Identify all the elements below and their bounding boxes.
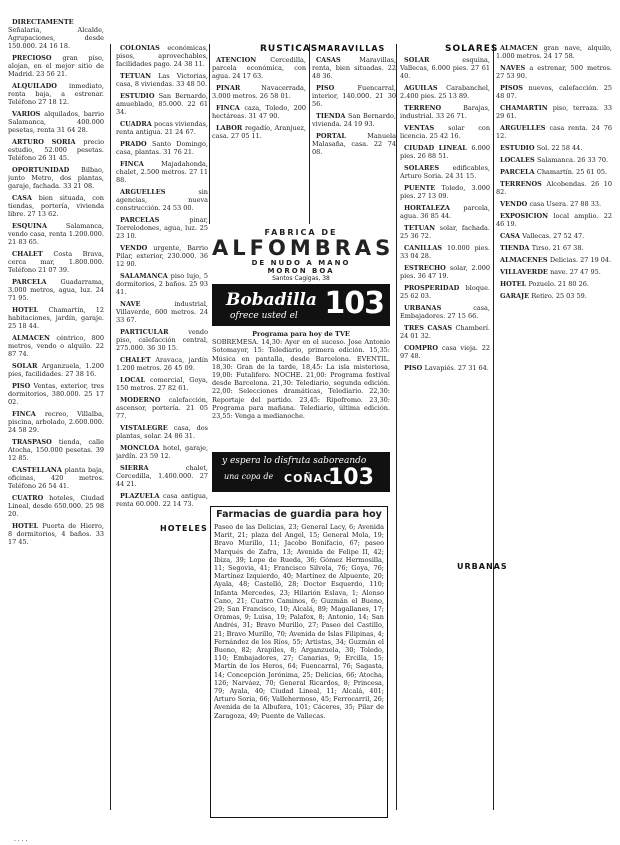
tve-program <box>212 330 390 448</box>
classified-text: casa, Embajadores. 27 15 66. <box>400 304 490 320</box>
bobadilla-brand: Bobadilla <box>226 290 317 310</box>
classified-ad <box>8 466 104 490</box>
classified-keyword: TRES CASAS <box>404 324 456 332</box>
column-rule <box>110 44 111 810</box>
classified-ad <box>8 250 104 274</box>
classified-keyword: FINCA <box>216 104 245 112</box>
classified-keyword: CHALET <box>120 356 156 364</box>
classified-ad <box>116 328 208 352</box>
classified-ad <box>116 188 208 212</box>
classified-ad <box>400 344 490 360</box>
classified-text: Arganzuela, 1.200 pies, facilidades. 27 38 16. <box>8 362 104 378</box>
classified-keyword: LOCALES <box>500 156 537 164</box>
classified-text: industrial, Villaverde, 600 metros. 24 33 67. <box>116 300 208 324</box>
classified-ad <box>400 264 490 280</box>
classifieds-column-3 <box>212 56 306 226</box>
classified-keyword: TIENDA <box>500 244 532 252</box>
classified-ad <box>116 216 208 240</box>
classified-text: Pozuelo. 21 80 26. <box>528 280 589 288</box>
classified-text: parcela, agua. 36 85 44. <box>400 204 490 220</box>
classified-text: solar, fachada. 25 36 72. <box>400 224 490 240</box>
classified-text: precio estudio, 52.000 pesetas. Teléfono 26 31 45. <box>8 138 104 162</box>
classified-ad <box>8 82 104 106</box>
tve-intro: Programa para hoy de TVE <box>252 330 350 338</box>
classified-keyword: TERRENOS <box>500 180 547 188</box>
classified-text: a estrenar, 500 metros. 27 53 90. <box>496 64 612 80</box>
classified-ad <box>116 44 208 68</box>
classified-keyword: GARAJE <box>500 292 532 300</box>
section-urbanas: URBANAS <box>457 562 508 571</box>
classified-keyword: ALMACENES <box>500 256 550 264</box>
classified-keyword: CASAS <box>316 56 360 64</box>
section-solares: SOLARES <box>445 44 499 54</box>
classifieds-column-4 <box>312 56 396 226</box>
classified-ad <box>400 324 490 340</box>
classified-ad <box>400 84 490 100</box>
classified-keyword: HOTEL <box>500 280 529 288</box>
classified-ad <box>400 364 490 372</box>
classified-ad <box>116 444 208 460</box>
column-rule <box>493 44 494 810</box>
classified-text: regadío, Aranjuez, casa. 27 05 11. <box>212 124 306 140</box>
classified-text: casa, dos plantas, solar. 24 86 31. <box>116 424 208 440</box>
classified-keyword: COMPRO <box>404 344 442 352</box>
classified-text: Costa Brava, cerca mar, 1.800.000. Teléfono 21 07 39. <box>8 250 104 274</box>
classified-ad <box>496 244 612 252</box>
classified-ad <box>212 124 306 140</box>
classified-text: alquilados, barrio Salamanca, 400.000 pesetas, renta 31 64 28. <box>8 110 104 134</box>
classified-text: Las Victorias, casa, 8 viviendas. 33 48 50. <box>116 72 208 88</box>
cognac-number: 103 <box>328 465 374 490</box>
classified-keyword: SOLAR <box>12 362 42 370</box>
classified-ad <box>496 156 612 164</box>
classified-ad <box>312 84 396 108</box>
classified-text: Cercedilla, parcela económica, con agua. 24 17 63. <box>212 56 306 80</box>
classifieds-column-5 <box>400 56 490 808</box>
classified-text: Señalaria, Alcalde, Agrupaciones, desde 150.000. 24 16 18. <box>8 26 104 50</box>
classified-text: inmediato, renta baja, a estrenar. Teléfono 27 18 12. <box>8 82 104 106</box>
classified-text: casa antigua, renta 60.000. 22 14 73. <box>116 492 208 508</box>
classified-ad <box>496 200 612 208</box>
classified-ad <box>496 168 612 176</box>
classified-ad <box>496 280 612 288</box>
classified-text: Chamartín. 25 61 05. <box>536 168 608 176</box>
classified-text: San Bernardo, vivienda. 24 19 93. <box>312 112 396 128</box>
classified-keyword: NAVES <box>500 64 530 72</box>
classified-keyword: TETUAN <box>404 224 440 232</box>
classified-ad <box>8 18 104 50</box>
classified-keyword: ATENCION <box>216 56 271 64</box>
classified-text: Retiro. 25 03 59. <box>531 292 587 300</box>
classified-ad <box>116 356 208 372</box>
bobadilla-tagline: ofrece usted el <box>230 311 298 321</box>
classified-keyword: PISOS <box>500 84 529 92</box>
classified-keyword: LABOR <box>216 124 245 132</box>
classified-text: tienda, calle Atocha, 150.000 pesetas. 39 12 85. <box>8 438 104 462</box>
column-rule <box>309 44 310 224</box>
classified-text: edificables, Arturo Soria. 24 31 15. <box>400 164 490 180</box>
classified-keyword: FINCA <box>120 160 162 168</box>
classified-text: hotel, garaje, jardín. 23 59 12. <box>116 444 208 460</box>
classified-ad <box>400 144 490 160</box>
classified-text: 10.000 pies. 33 04 28. <box>400 244 490 260</box>
section-rusticas: RUSTICAS <box>260 44 319 54</box>
classified-text: casa vieja. 22 97 48. <box>400 344 490 360</box>
classified-text: pocas viviendas, renta antigua. 21 24 67. <box>116 120 208 136</box>
classified-text: Ventas, exterior, tres dormitorios, 380.000. 25 17 02. <box>8 382 104 406</box>
classified-keyword: TIENDA <box>316 112 349 120</box>
classified-ad <box>496 44 612 60</box>
classified-keyword: SOLARES <box>404 164 453 172</box>
classified-keyword: ALQUILADO <box>12 82 70 90</box>
classifieds-column-2 <box>116 44 208 810</box>
classified-keyword: ALMACEN <box>12 334 57 342</box>
classified-text: vendo piso, calefacción central, 275.000. 36 30 15. <box>116 328 208 352</box>
alfombras-line5: Santos Cagigas, 38 <box>272 275 330 282</box>
classified-text: Bilbao, junto Metro, dos plantas, garaje, fachada. 33 21 08. <box>8 166 104 190</box>
classified-text: Maravillas, renta, bien situadas. 22 48 36. <box>312 56 396 80</box>
classified-ad <box>8 110 104 134</box>
classified-keyword: URBANAS <box>404 304 474 312</box>
classified-text: comercial, Goya, 150 metros. 27 82 61. <box>116 376 208 392</box>
classified-ad <box>8 166 104 190</box>
classified-keyword: ARGUELLES <box>500 124 550 132</box>
alfombras-line1: FABRICA DE <box>264 228 338 237</box>
classified-ad <box>400 224 490 240</box>
classified-keyword: PLAZUELA <box>120 492 163 500</box>
classified-keyword: VENDO <box>120 244 154 252</box>
classified-text: casa renta. 24 76 12. <box>496 124 612 140</box>
classified-text: Navacerrada, 3.000 metros. 26 58 01. <box>212 84 306 100</box>
cognac-ad <box>212 452 390 492</box>
classified-keyword: PINAR <box>216 84 262 92</box>
classified-text: sin agencias, nueva construcción. 24 53 00. <box>116 188 208 212</box>
cognac-brand: COÑAC <box>284 472 333 485</box>
classified-ad <box>116 396 208 420</box>
classified-keyword: SOLAR <box>404 56 463 64</box>
classified-ad <box>8 306 104 330</box>
classified-keyword: EXPOSICION <box>500 212 554 220</box>
classified-ad <box>116 464 208 488</box>
farmacias-box <box>210 506 388 818</box>
classified-text: solar, 2.000 pies. 36 47 19. <box>400 264 490 280</box>
classified-text: gran nave, alquilo, 1.000 metros. 24 17 58. <box>496 44 612 60</box>
classified-ad <box>8 222 104 246</box>
classified-text: Vallecas. 27 52 47. <box>522 232 585 240</box>
classified-keyword: NAVE <box>120 300 175 308</box>
classified-keyword: PROSPERIDAD <box>404 284 466 292</box>
classified-text: planta baja, oficinas, 420 metros. Teléfono 26 54 41. <box>8 466 104 490</box>
classified-ad <box>496 144 612 152</box>
classified-text: Salamanca, vendo casa, renta 1.200.000. 21 83 65. <box>8 222 104 246</box>
classified-text: Sol. 22 58 44. <box>536 144 583 152</box>
classified-keyword: VENDO <box>500 200 530 208</box>
classifieds-column-6 <box>496 44 612 808</box>
classified-ad <box>496 232 612 240</box>
classified-text: Chamberí. 24 01 32. <box>400 324 490 340</box>
classified-keyword: ESTUDIO <box>500 144 537 152</box>
classified-text: económicas, pisos, aprovechables, facilidades pago. 24 38 11. <box>116 44 208 68</box>
classified-ad <box>8 278 104 302</box>
classified-ad <box>312 112 396 128</box>
classified-ad <box>116 120 208 136</box>
classified-keyword: SIERRA <box>120 464 186 472</box>
classified-text: Manuela Malasaña, casa. 22 74 08. <box>312 132 396 156</box>
classified-keyword: ALMACEN <box>500 44 544 52</box>
classified-text: urgente, Barrio Pilar, exterior, 230.000. 36 12 90. <box>116 244 208 268</box>
classified-text: nave. 27 47 95. <box>550 268 601 276</box>
classified-ad <box>8 494 104 518</box>
cognac-sub: una copa de <box>224 472 274 481</box>
classified-keyword: MODERNO <box>120 396 169 404</box>
classified-ad <box>400 56 490 80</box>
classified-text: nuevos, calefacción. 25 48 07. <box>496 84 612 100</box>
classified-text: San Bernardo, amueblado, 85.000. 22 61 34. <box>116 92 208 116</box>
classified-keyword: ARTURO SORIA <box>12 138 84 146</box>
classified-ad <box>116 492 208 508</box>
bobadilla-number: 103 <box>324 286 384 321</box>
classified-ad <box>8 138 104 162</box>
classified-text: esquina, Vallecas, 6.000 pies. 27 61 40. <box>400 56 490 80</box>
classified-keyword: SALAMANCA <box>120 272 171 280</box>
classified-ad <box>400 184 490 200</box>
classified-ad <box>8 362 104 378</box>
column-rule <box>209 44 210 224</box>
classified-text: caza, Toledo, 200 hectáreas. 31 47 90. <box>212 104 306 120</box>
classified-keyword: CASTELLANA <box>12 466 65 474</box>
classified-ad <box>8 54 104 78</box>
classified-ad <box>400 304 490 320</box>
classified-text: casa Usera. 27 88 33. <box>529 200 602 208</box>
classified-text: 6.000 pies. 26 88 51. <box>400 144 490 160</box>
classified-ad <box>116 376 208 392</box>
classified-ad <box>312 56 396 80</box>
classified-text: Santo Domingo, casa, plantas. 31 76 21. <box>116 140 208 156</box>
section-maravillas: MARAVILLAS <box>318 44 386 53</box>
classified-ad <box>400 104 490 120</box>
classified-keyword: CANILLAS <box>404 244 448 252</box>
classified-text: Toledo, 3.000 pies. 27 13 09. <box>400 184 490 200</box>
classified-ad <box>400 244 490 260</box>
classified-ad <box>212 104 306 120</box>
classified-keyword: VILLAVERDE <box>500 268 551 276</box>
classified-text: recreo, Villalba, piscina, arbolado, 2.600.000. 24 58 29. <box>8 410 104 434</box>
classified-keyword: CHAMARTIN <box>500 104 553 112</box>
classified-keyword: VENTAS <box>404 124 449 132</box>
classified-ad <box>116 92 208 116</box>
classified-ad <box>400 164 490 180</box>
classified-ad <box>8 410 104 434</box>
classified-keyword: CUATRO <box>12 494 50 502</box>
classified-text: gran piso, alojan, en el mejor sitio de Madrid. 23 56 21. <box>8 54 104 78</box>
classified-text: Alcobendas. 26 10 82. <box>496 180 612 196</box>
alfombras-line4: MORON BOA <box>267 267 335 275</box>
classified-keyword: LOCAL <box>120 376 151 384</box>
classified-keyword: TRASPASO <box>12 438 59 446</box>
classified-keyword: VARIOS <box>12 110 45 118</box>
classified-keyword: HOTEL <box>12 522 43 530</box>
classified-text: piso, terraza. 33 29 61. <box>496 104 612 120</box>
classified-text: Puerta de Hierro, 8 dormitorios, 4 baños. 33 17 45. <box>8 522 104 546</box>
classified-text: Chamartín, 12 habitaciones, jardín, garaje. 25 18 44. <box>8 306 104 330</box>
classified-text: calefacción, ascensor, portería. 21 05 77. <box>116 396 208 420</box>
classified-text: Salamanca. 26 33 70. <box>536 156 609 164</box>
classified-keyword: PISO <box>316 84 358 92</box>
classified-keyword: CIUDAD LINEAL <box>404 144 472 152</box>
classified-ad <box>8 438 104 462</box>
classified-keyword: CASA <box>12 194 39 202</box>
classified-ad <box>116 72 208 88</box>
classified-keyword: TETUAN <box>120 72 159 80</box>
classified-ad <box>400 204 490 220</box>
section-hotels: HOTELES <box>160 524 208 533</box>
classified-ad <box>212 56 306 80</box>
classified-keyword: CUADRA <box>120 120 155 128</box>
classified-keyword: PARCELA <box>12 278 61 286</box>
farmacias-title: Farmacias de guardia para hoy <box>216 509 382 520</box>
classified-keyword: ESTRECHO <box>404 264 450 272</box>
classified-text: Lavapiés. 27 31 64. <box>424 364 489 372</box>
classified-ad <box>496 84 612 100</box>
classified-text: Guadarrama, 3.000 metros, agua, luz. 24 71 95. <box>8 278 104 302</box>
classified-ad <box>496 124 612 140</box>
classified-ad <box>8 382 104 406</box>
classified-keyword: PUENTE <box>404 184 442 192</box>
cognac-line: y espera lo disfruta saboreando <box>222 456 367 466</box>
classified-text: Barajas, industrial. 33 26 71. <box>400 104 490 120</box>
classified-keyword: DIRECTAMENTE <box>12 18 74 26</box>
classified-keyword: OPORTUNIDAD <box>12 166 82 174</box>
classified-ad <box>496 212 612 228</box>
classified-text: bien situada, con tiendas, portería, vivienda libre. 27 13 62. <box>8 194 104 218</box>
classified-ad <box>496 104 612 120</box>
classified-keyword: PARCELA <box>500 168 537 176</box>
classified-keyword: ESTUDIO <box>120 92 159 100</box>
classified-keyword: VISTALEGRE <box>120 424 174 432</box>
classified-text: local amplio. 22 46 19. <box>496 212 612 228</box>
classified-text: piso lujo, 5 dormitorios, 2 baños. 25 93 41. <box>116 272 208 296</box>
classified-text: pinar, Torrelodones, agua, luz. 25 23 10. <box>116 216 208 240</box>
classified-keyword: ESQUINA <box>12 222 66 230</box>
classified-ad <box>116 424 208 440</box>
classified-keyword: MONCLOA <box>120 444 163 452</box>
classified-ad <box>496 268 612 276</box>
classified-ad <box>312 132 396 156</box>
column-rule <box>396 44 397 810</box>
classified-ad <box>8 194 104 218</box>
classified-keyword: HORTALEZA <box>404 204 464 212</box>
classified-keyword: PISO <box>12 382 34 390</box>
classified-keyword: AGUILAS <box>404 84 447 92</box>
classified-ad <box>400 124 490 140</box>
classified-ad <box>116 272 208 296</box>
classified-keyword: CASA <box>500 232 523 240</box>
classified-keyword: PORTAL <box>316 132 368 140</box>
classifieds-column-1 <box>8 18 104 808</box>
farmacias-body: Paseo de las Delicias, 23; General Lacy, 6; Avenida Marit, 21; plaza del Angel, 15; General Mola, 19; Bravo Murillo, 11; Jacobo Bonifacio, 67; paseo Marqués de Zafra, 13; Avenida de Felipe II, 42; Ibiza, 39; Lope de Rueda, 36; Gómez Hermosilla, 11; Segovia, 41; Francisco Silvela, 76; Goya, 76; Martínez Izquierdo, 40; Martínez de Alpuente, 20; Ayala, 48; Castelló, 28; Doctor Esquerdo, 110; Infanta Mercedes, 23; Hilarión Eslava, 1; Alonso Cano, 21; Cuatro Caminos, 6; Guzmán el Bueno, 29; San Francisco, 10; Alcalá, 89; Magallanes, 17; Oramas, 9; Luisa, 19; Palafox, 8; Antonio, 14; San Andrés, 31; Bravo Murillo, 27; Paseo del Castillo, 21; Bravo Murillo, 70; Avenida de Islas Filipinas, 4; Fernández de los Ríos, 55; Artistas, 34; Guzmán el Bueno, 82; Arapiles, 8; Arganzuela, 30; Toledo, 110; Embajadores, 27; Canarias, 9; Ercilla, 15; Martín de los Heros, 64; Fuencarral, 76; Sagasta, 14; Concepción Jerónima, 25; Delicias, 66; Atocha, 126; Narváez, 70; General Ricardos, 8; Princesa, 79; Ayala, 40; Ciudad Lineal, 11; Alcalá, 401; Arturo Soria, 66; Vallehermoso, 45; Ferrocarril, 26; Avenida de la Albufera, 101; Cáceres, 35; Pilar de Zaragoza, 49; Puente de Vallecas. <box>214 523 384 720</box>
classified-text: Majadahonda, chalet, 2.500 metros. 27 11 88. <box>116 160 208 184</box>
classified-keyword: TERRENO <box>404 104 464 112</box>
classified-text: Carabanchel, 2.400 pies. 25 13 89. <box>400 84 490 100</box>
classified-text: bloque. 25 62 03. <box>400 284 490 300</box>
alfombras-line2: ALFOMBRAS <box>212 236 395 260</box>
alfombras-line3: DE NUDO A MANO <box>251 259 351 267</box>
classified-ad <box>116 140 208 156</box>
classified-keyword: HOTEL <box>12 306 49 314</box>
tve-body: SOBREMESA. 14,30: Ayer en el suceso. Jose Antonio Sotomayor, 15: Telediario, primera edición. 15,35: Música en pantalla, desde Barcelona. EVENTIL. 18,30: Gran de la tarde, 18,45: La isla misteriosa, 19,00: Futalifero. NOCHE. 21,00: Programa festival desde Barcelona. 21,30: Telediario, segunda edición. 22,00: Selecciones dramáticas, Telediario. 22,30: Reportaje del partido. 23,45: Ripofromo. 23,30: Programa para mañana. Telediario, última edición. 23,55: Venga a medianoche. <box>212 338 390 421</box>
classified-keyword: PARCELAS <box>120 216 190 224</box>
classified-keyword: PRADO <box>120 140 153 148</box>
classified-keyword: ARGUELLES <box>120 188 199 196</box>
classified-ad <box>8 334 104 358</box>
classified-keyword: COLONIAS <box>120 44 168 52</box>
classified-keyword: PRECIOSO <box>12 54 63 62</box>
classified-text: céntrico, 800 metros, vendo o alquilo. 22 87 74. <box>8 334 104 358</box>
classified-text: Tirso. 21 67 38. <box>531 244 584 252</box>
classified-text: Delicias. 27 19 04. <box>549 256 612 264</box>
classified-text: Fuencarral, interior, 140.000. 21 30 56. <box>312 84 396 108</box>
classified-ad <box>116 244 208 268</box>
classified-ad <box>496 180 612 196</box>
footer-marks: · · · · <box>14 838 28 845</box>
classified-ad <box>400 284 490 300</box>
classified-text: Aravaca, jardín 1.200 metros. 26 45 09. <box>116 356 208 372</box>
alfombras-ad <box>212 228 395 282</box>
classified-ad <box>8 522 104 546</box>
classified-ad <box>212 84 306 100</box>
classified-ad <box>496 292 612 300</box>
classified-keyword: PARTICULAR <box>120 328 189 336</box>
classified-ad <box>116 300 208 324</box>
classified-ad <box>496 256 612 264</box>
classified-text: hoteles, Ciudad Lineal, desde 650.000. 25 98 20. <box>8 494 104 518</box>
bobadilla-ad <box>212 284 390 326</box>
classified-ad <box>116 160 208 184</box>
classified-text: solar con licencia. 25 42 16. <box>400 124 490 140</box>
classified-keyword: PISO <box>404 364 425 372</box>
classified-keyword: FINCA <box>12 410 45 418</box>
classified-keyword: CHALET <box>12 250 54 258</box>
classified-ad <box>496 64 612 80</box>
classified-text: chalet, Cercedilla, 1.400.000. 27 44 21. <box>116 464 208 488</box>
